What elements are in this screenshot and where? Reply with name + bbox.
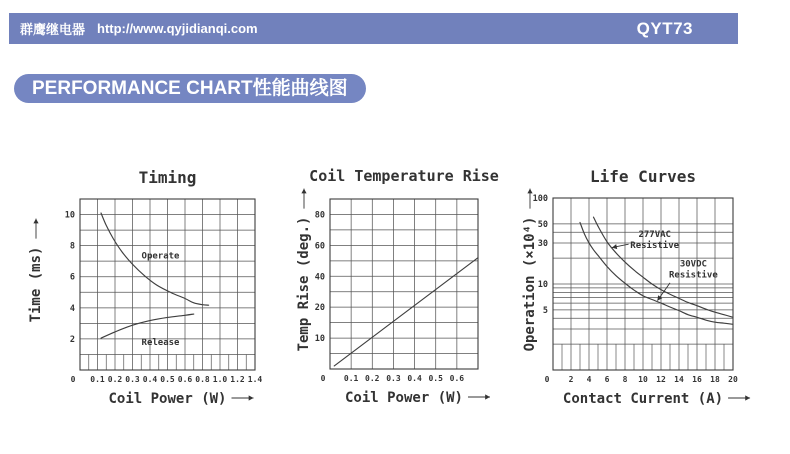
svg-text:0: 0 [320,374,326,383]
model-badge: QYT73 [636,18,693,38]
svg-text:0.4: 0.4 [142,375,158,384]
svg-text:0.5: 0.5 [428,374,443,383]
svg-text:80: 80 [314,210,325,221]
svg-text:20: 20 [728,375,738,384]
svg-text:10: 10 [314,334,325,345]
life-curves-chart-canvas [518,152,790,430]
svg-text:4: 4 [69,303,75,314]
svg-text:30: 30 [537,238,548,249]
svg-text:Coil Power (W): Coil Power (W) [344,390,464,406]
svg-text:Resistive: Resistive [630,240,680,251]
header-bar [9,13,738,44]
svg-text:8: 8 [69,241,75,252]
svg-text:0.2: 0.2 [107,375,123,384]
svg-text:0.2: 0.2 [365,374,380,383]
svg-text:5: 5 [542,305,548,316]
svg-text:100: 100 [532,194,548,204]
life-curves-chart [518,152,790,430]
svg-text:6: 6 [604,375,610,384]
svg-text:8: 8 [622,375,628,384]
svg-text:40: 40 [314,272,325,283]
svg-text:18: 18 [710,375,720,384]
timing-chart [10,152,275,430]
svg-text:0.6: 0.6 [449,374,465,383]
brand-text: 群鹰继电器 [20,22,86,37]
svg-text:0.1: 0.1 [343,374,359,383]
svg-text:0.8: 0.8 [195,375,210,384]
svg-text:2: 2 [69,334,75,345]
coil-temperature-rise-chart-canvas [280,152,520,430]
svg-text:Operate: Operate [141,251,180,262]
svg-text:4: 4 [586,375,592,384]
svg-text:30VDC: 30VDC [679,259,707,270]
svg-text:Contact Current (A): Contact Current (A) [562,391,724,407]
svg-text:Coil Temperature Rise: Coil Temperature Rise [309,167,499,185]
coil-temperature-rise-chart [280,152,520,430]
svg-text:1.2: 1.2 [230,375,245,384]
svg-text:Time (ms): Time (ms) [28,246,44,323]
svg-text:12: 12 [656,375,666,384]
svg-text:10: 10 [638,375,648,384]
svg-text:0.1: 0.1 [90,375,105,384]
svg-text:Temp Rise (deg.): Temp Rise (deg.) [296,216,312,352]
brand-group [20,19,258,38]
svg-text:14: 14 [674,375,684,384]
svg-text:2: 2 [568,375,574,384]
svg-text:0: 0 [70,375,76,384]
svg-text:1.4: 1.4 [247,375,263,384]
svg-text:50: 50 [537,219,548,230]
svg-text:Life Curves: Life Curves [590,167,696,186]
svg-text:Resistive: Resistive [669,270,718,281]
section-title-pill: PERFORMANCE CHART性能曲线图 [14,74,366,103]
svg-text:Timing: Timing [138,168,197,187]
svg-text:Operation (×10⁴): Operation (×10⁴) [522,216,538,352]
svg-text:16: 16 [692,375,702,384]
svg-text:0.6: 0.6 [177,375,193,384]
svg-text:10: 10 [64,210,75,221]
svg-text:0.4: 0.4 [407,374,422,383]
svg-text:60: 60 [314,241,325,252]
svg-text:277VAC: 277VAC [638,229,671,240]
svg-text:Release: Release [141,338,180,349]
timing-chart-canvas [10,152,275,430]
svg-text:20: 20 [314,303,325,314]
svg-text:Coil Power (W): Coil Power (W) [108,391,227,407]
svg-text:0.3: 0.3 [386,374,401,383]
svg-text:6: 6 [69,272,75,283]
svg-text:10: 10 [537,280,548,290]
svg-text:0.5: 0.5 [160,375,175,384]
site-url: http://www.qyjidianqi.com [97,21,258,36]
svg-text:0: 0 [544,375,550,384]
svg-text:1.0: 1.0 [212,375,228,384]
svg-text:0.3: 0.3 [125,375,140,384]
